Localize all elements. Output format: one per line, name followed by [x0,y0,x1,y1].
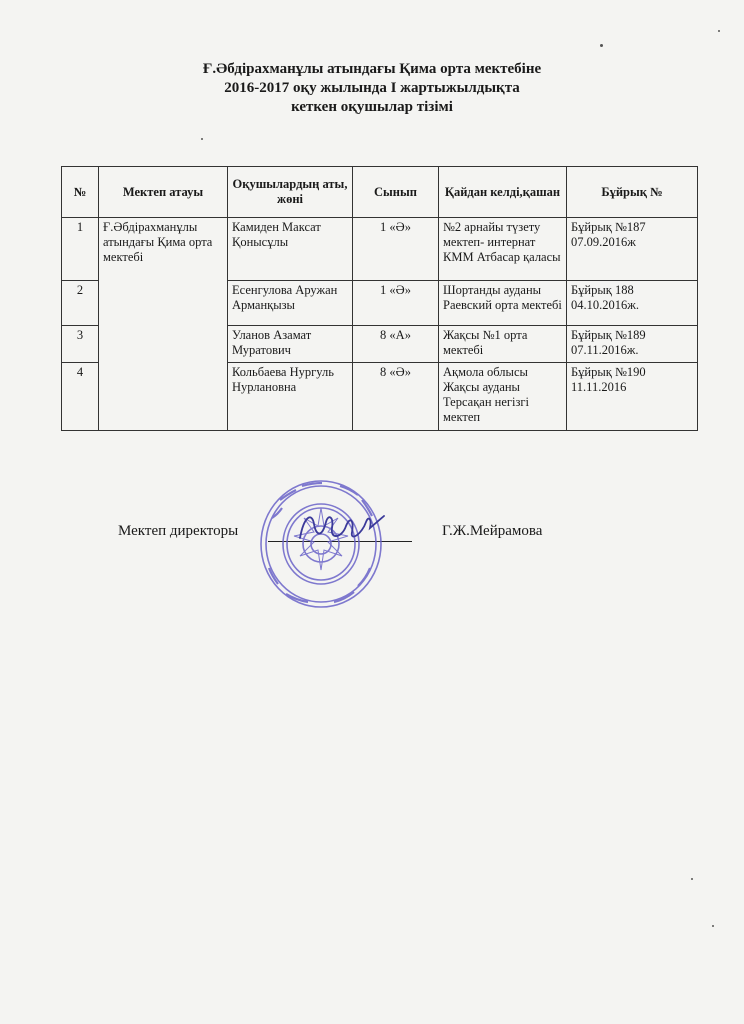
student-name: Есенгулова Аружан Арманқызы [228,281,353,326]
from-value: №2 арнайы түзету мектеп- интернат КММ Атбасар қаласы [439,218,567,281]
table-row [62,218,698,281]
class-value: 8 «Ә» [353,363,439,431]
school-name: Ғ.Әбдірахманұлы атындағы Қима орта мектебі [99,218,228,431]
title-line-2: 2016-2017 оқу жылында І жартыжылдықта [224,80,520,96]
student-name: Камиден Максат Қонысұлы [228,218,353,281]
header-student: Оқушылардың аты, жөні [228,167,353,218]
from-value: Ақмола облысы Жақсы ауданы Терсақан негізгі мектеп [439,363,567,431]
document-title [0,60,744,117]
title-line-3: кеткен оқушылар тізімі [291,99,453,115]
header-order: Бұйрық № [567,167,698,218]
from-value: Жақсы №1 орта мектебі [439,326,567,363]
row-number: 4 [62,363,99,431]
header-school: Мектеп атауы [99,167,228,218]
from-value: Шортанды ауданы Раевский орта мектебі [439,281,567,326]
order-value: Бұйрық 188 04.10.2016ж. [567,281,698,326]
students-table [61,166,698,431]
student-name: Уланов Азамат Муратович [228,326,353,363]
scan-speck [718,30,720,32]
director-label: Мектеп директоры [118,523,239,539]
order-value: Бұйрық №187 07.09.2016ж [567,218,698,281]
header-class: Сынып [353,167,439,218]
director-name: Г.Ж.Мейрамова [442,523,543,539]
order-value: Бұйрық №190 11.11.2016 [567,363,698,431]
row-number: 3 [62,326,99,363]
scan-speck [691,878,693,880]
header-number: № [62,167,99,218]
student-name: Кольбаева Нургуль Нурлановна [228,363,353,431]
table-header-row [62,167,698,218]
class-value: 1 «Ә» [353,281,439,326]
row-number: 1 [62,218,99,281]
scan-speck [201,138,203,140]
director-signature [292,508,392,548]
row-number: 2 [62,281,99,326]
header-from: Қайдан келді,қашан [439,167,567,218]
class-value: 8 «А» [353,326,439,363]
scan-speck [712,925,714,927]
scan-speck [600,44,603,47]
class-value: 1 «Ә» [353,218,439,281]
order-value: Бұйрық №189 07.11.2016ж. [567,326,698,363]
title-line-1: Ғ.Әбдірахманұлы атындағы Қима орта мектебіне [202,61,542,77]
